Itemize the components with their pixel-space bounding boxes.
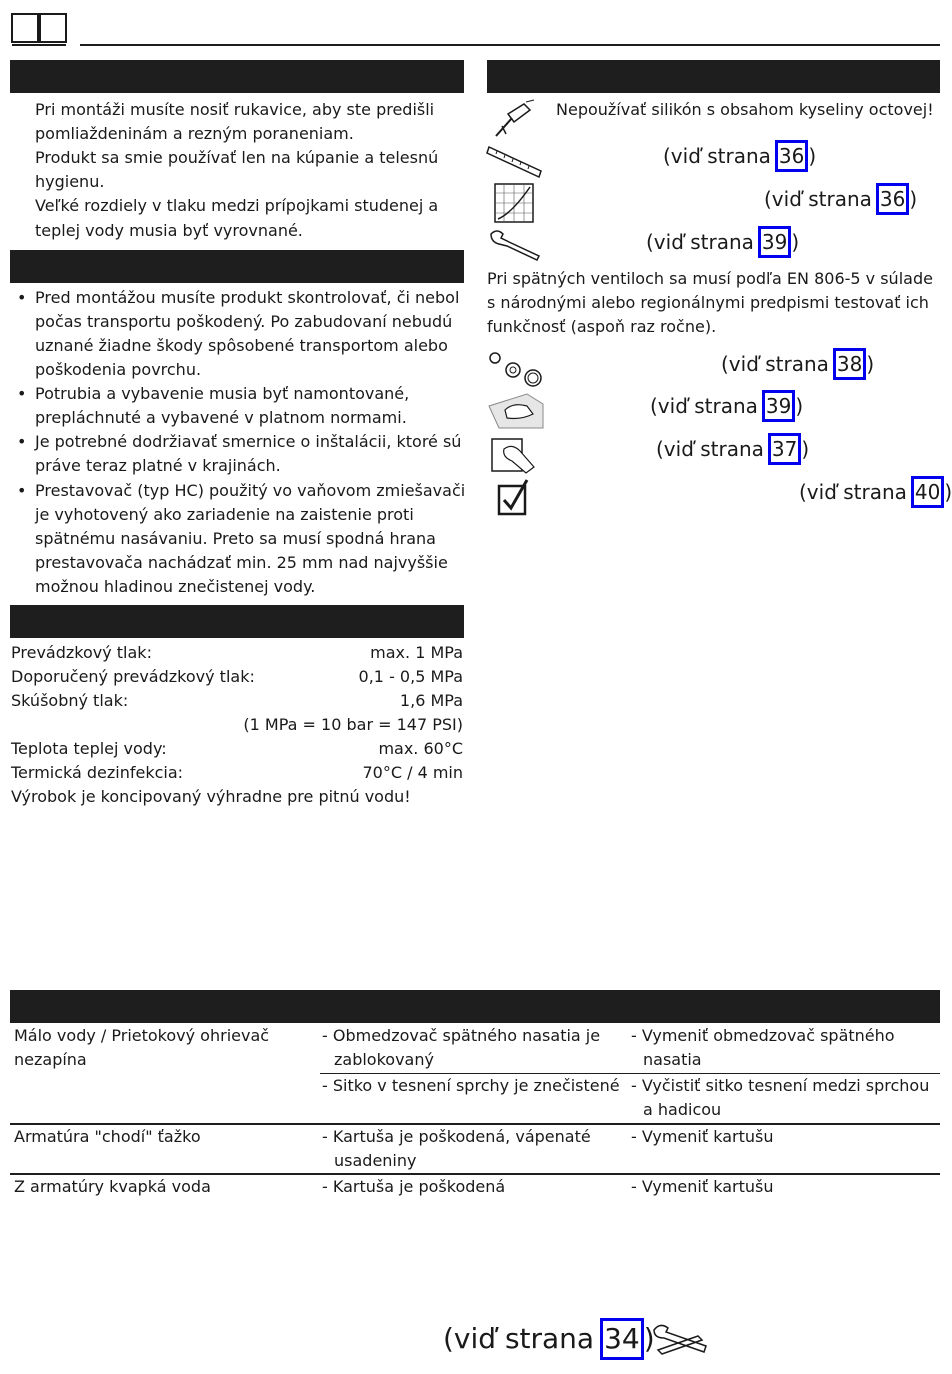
note-line: počas transportu poškodený. Po zabudovaní nebudú: [35, 312, 453, 331]
bullet-dot: •: [17, 481, 27, 500]
note-line: prestavovača nachádzať min. 25 mm nad najvyššie: [35, 553, 448, 572]
note-line: Potrubia a vybavenie musia byť namontované,: [35, 384, 410, 403]
footer-ref-number[interactable]: 34: [600, 1318, 644, 1360]
ref-page-number[interactable]: 36: [876, 183, 909, 215]
page-ref: [656, 433, 809, 465]
footer-ref-suffix: ): [643, 1322, 655, 1355]
tech-value: max. 60°C: [378, 739, 463, 758]
note-line: prepláchnuté a vybavené v platnom normami.: [35, 408, 407, 427]
safety-line: Veľké rozdiely v tlaku medzi prípojkami studenej a: [35, 196, 439, 215]
ref-prefix: (viď strana: [656, 437, 764, 461]
note-line: Pred montážou musíte produkt skontrolovať, či nebol: [35, 288, 460, 307]
section-bar-notes: [10, 250, 464, 283]
silicone-note: Nepoužívať silikón s obsahom kyseliny octovej!: [556, 100, 934, 119]
problem-cell: Z armatúry kvapká voda: [14, 1177, 211, 1196]
page-ref: [799, 476, 952, 508]
section-bar-tech: [10, 605, 464, 638]
tech-value: 1,6 MPa: [399, 691, 463, 710]
check-valve-line: s národnými alebo regionálnymi predpismi testovať ich: [487, 293, 929, 312]
ref-prefix: (viď strana: [650, 394, 758, 418]
ref-suffix: ): [944, 480, 952, 504]
note-line: Je potrebné dodržiavať smernice o inštalácii, ktoré sú: [35, 432, 462, 451]
tech-value: 0,1 - 0,5 MPa: [358, 667, 463, 686]
fix-cell: - Vymeniť kartušu: [631, 1177, 774, 1196]
silicone-gun-icon: [490, 100, 538, 140]
ref-suffix: ): [795, 394, 804, 418]
bullet-dot: •: [17, 288, 27, 307]
note-line: poškodenia povrchu.: [35, 360, 202, 379]
footer-ref-prefix: (viď strana: [443, 1322, 595, 1355]
page-ref: [650, 390, 803, 422]
tech-label: Doporučený prevádzkový tlak:: [11, 667, 255, 686]
ref-suffix: ): [808, 144, 817, 168]
checkbox-icon: [497, 478, 531, 516]
tech-label: Skúšobný tlak:: [11, 691, 129, 710]
ref-suffix: ): [866, 352, 875, 376]
ref-page-number[interactable]: 39: [762, 390, 795, 422]
note-line: Prestavovač (typ HC) použitý vo vaňovom zmiešavači: [35, 481, 466, 500]
section-bar-safety: [10, 60, 464, 93]
safety-line: hygienu.: [35, 172, 105, 191]
cleaning-hand-icon: [487, 392, 545, 430]
cause-cell: zablokovaný: [334, 1050, 434, 1069]
note-line: možnou hladinou znečistenej vody.: [35, 577, 316, 596]
ref-prefix: (viď strana: [764, 187, 872, 211]
safety-line: pomliaždeninám a rezným poraneniam.: [35, 124, 354, 143]
ref-prefix: (viď strana: [799, 480, 907, 504]
cause-cell: - Obmedzovač spätného nasatia je: [322, 1026, 601, 1045]
fix-cell: a hadicou: [643, 1100, 722, 1119]
cause-cell: - Kartuša je poškodená: [322, 1177, 506, 1196]
tools-icon: [650, 1320, 710, 1358]
section-bar-troubleshooting: [10, 990, 940, 1023]
page-ref: [764, 183, 917, 215]
header-rule: [80, 44, 940, 46]
tech-label: Termická dezinfekcia:: [11, 763, 184, 782]
ref-prefix: (viď strana: [663, 144, 771, 168]
safety-line: teplej vody musia byť vyrovnané.: [35, 221, 303, 240]
cause-cell: - Kartuša je poškodená, vápenaté: [322, 1127, 591, 1146]
tech-value: 70°C / 4 min: [362, 763, 463, 782]
note-line: uznané žiadne škody spôsobené transportom alebo: [35, 336, 448, 355]
problem-cell: Málo vody / Prietokový ohrievač: [14, 1026, 270, 1045]
cause-cell: - Sitko v tesnení sprchy je znečistené: [322, 1076, 620, 1095]
problem-cell: nezapína: [14, 1050, 87, 1069]
footer-ref: [443, 1318, 655, 1360]
fix-cell: nasatia: [643, 1050, 702, 1069]
page-ref: [721, 348, 874, 380]
fix-cell: - Vymeniť obmedzovač spätného: [631, 1026, 895, 1045]
note-line: práve teraz platné v krajinách.: [35, 456, 281, 475]
ref-page-number[interactable]: 36: [775, 140, 808, 172]
book-icon: [10, 10, 68, 48]
fix-cell: - Vymeniť kartušu: [631, 1127, 774, 1146]
note-line: spätnému nasávaniu. Preto sa musí spodná hrana: [35, 529, 436, 548]
tech-value: max. 1 MPa: [370, 643, 463, 662]
section-bar-right: [487, 60, 940, 93]
page-ref: [646, 226, 799, 258]
bullet-dot: •: [17, 384, 27, 403]
tech-label: Prevádzkový tlak:: [11, 643, 152, 662]
cause-cell: usadeniny: [334, 1151, 417, 1170]
ref-page-number[interactable]: 38: [833, 348, 866, 380]
ref-suffix: ): [791, 230, 800, 254]
ref-suffix: ): [801, 437, 810, 461]
tech-note: Výrobok je koncipovaný výhradne pre pitnú vodu!: [11, 787, 411, 806]
safety-line: Pri montáži musíte nosiť rukavice, aby ste predišli: [35, 100, 435, 119]
tech-value: (1 MPa = 10 bar = 147 PSI): [243, 715, 463, 734]
ref-suffix: ): [909, 187, 918, 211]
fix-cell: - Vyčistiť sitko tesnení medzi sprchou: [631, 1076, 930, 1095]
ref-page-number[interactable]: 40: [911, 476, 944, 508]
wrench-icon: [487, 228, 543, 262]
bullet-dot: •: [17, 432, 27, 451]
hand-lever-icon: [490, 435, 540, 475]
ref-prefix: (viď strana: [646, 230, 754, 254]
check-valve-line: funkčnosť (aspoň raz ročne).: [487, 317, 717, 336]
ruler-icon: [487, 143, 543, 179]
flow-diagram-icon: [494, 183, 534, 223]
ref-page-number[interactable]: 39: [758, 226, 791, 258]
tech-label: Teplota teplej vody:: [11, 739, 167, 758]
seals-icon: [487, 350, 545, 390]
check-valve-line: Pri spätných ventiloch sa musí podľa EN 806-5 v súlade: [487, 269, 933, 288]
problem-cell: Armatúra "chodí" ťažko: [14, 1127, 201, 1146]
safety-line: Produkt sa smie používať len na kúpanie a telesnú: [35, 148, 439, 167]
page-ref: [663, 140, 816, 172]
note-line: je vyhotovený ako zariadenie na zaistenie proti: [35, 505, 414, 524]
ref-prefix: (viď strana: [721, 352, 829, 376]
ref-page-number[interactable]: 37: [768, 433, 801, 465]
